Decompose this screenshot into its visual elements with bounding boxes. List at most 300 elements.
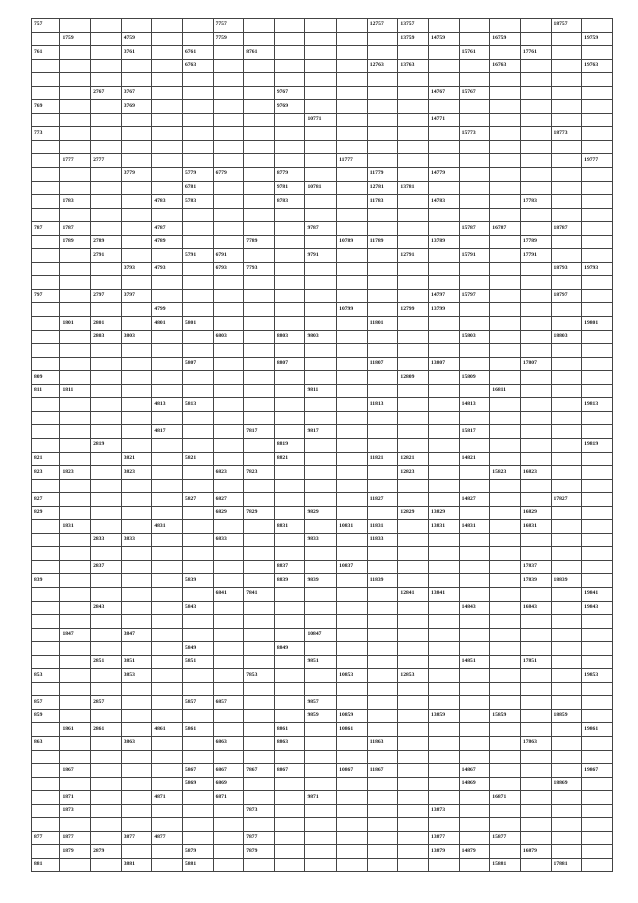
table-cell <box>367 276 398 290</box>
table-cell <box>367 709 398 723</box>
table-cell <box>429 73 460 87</box>
table-row <box>32 398 613 412</box>
table-cell <box>182 19 213 33</box>
table-cell <box>398 791 429 805</box>
table-cell: 8821 <box>274 452 305 466</box>
table-cell <box>459 791 490 805</box>
table-cell <box>32 615 60 629</box>
table-cell <box>520 669 551 683</box>
table-cell <box>582 858 613 872</box>
table-cell <box>152 127 183 141</box>
table-cell <box>152 86 183 100</box>
table-cell <box>182 520 213 534</box>
table-cell <box>244 59 275 73</box>
table-cell: 4787 <box>152 222 183 236</box>
table-cell: 5849 <box>182 642 213 656</box>
table-cell <box>337 425 368 439</box>
table-cell: 14759 <box>429 32 460 46</box>
table-cell <box>244 452 275 466</box>
table-cell <box>490 100 521 114</box>
table-cell <box>551 601 582 615</box>
table-cell <box>429 547 460 561</box>
table-cell <box>60 73 91 87</box>
table-row <box>32 357 613 371</box>
table-cell <box>244 655 275 669</box>
table-cell: 8839 <box>274 574 305 588</box>
table-cell: 9811 <box>305 384 337 398</box>
table-cell <box>244 723 275 737</box>
table-cell: 9833 <box>305 533 337 547</box>
table-cell <box>582 750 613 764</box>
table-cell: 3797 <box>121 289 152 303</box>
table-cell: 17881 <box>551 858 582 872</box>
table-cell <box>182 289 213 303</box>
table-cell <box>582 642 613 656</box>
table-cell <box>60 560 91 574</box>
table-cell <box>244 601 275 615</box>
table-cell <box>337 262 368 276</box>
table-cell <box>490 86 521 100</box>
table-cell: 1787 <box>60 222 91 236</box>
table-cell: 6791 <box>213 249 244 263</box>
table-cell <box>490 235 521 249</box>
table-cell: 17851 <box>520 655 551 669</box>
table-cell <box>398 317 429 331</box>
table-cell <box>121 154 152 168</box>
table-cell <box>91 59 122 73</box>
table-cell: 4813 <box>152 398 183 412</box>
table-cell <box>367 249 398 263</box>
table-cell <box>520 19 551 33</box>
table-cell <box>213 520 244 534</box>
table-cell <box>429 411 460 425</box>
table-cell <box>182 736 213 750</box>
table-cell <box>367 154 398 168</box>
table-cell <box>60 86 91 100</box>
table-cell <box>60 208 91 222</box>
table-cell <box>244 493 275 507</box>
table-cell: 12809 <box>398 371 429 385</box>
table-cell: 853 <box>32 669 60 683</box>
table-cell: 19793 <box>582 262 613 276</box>
table-cell <box>490 249 521 263</box>
table-cell <box>121 520 152 534</box>
table-cell <box>520 384 551 398</box>
table-cell <box>213 140 244 154</box>
table-cell: 12853 <box>398 669 429 683</box>
table-cell <box>182 438 213 452</box>
table-cell <box>91 709 122 723</box>
table-cell <box>459 357 490 371</box>
table-cell <box>337 601 368 615</box>
table-cell: 3823 <box>121 466 152 480</box>
table-row <box>32 249 613 263</box>
table-cell: 13873 <box>429 804 460 818</box>
table-cell <box>213 371 244 385</box>
table-cell: 15797 <box>459 289 490 303</box>
table-cell <box>60 289 91 303</box>
table-cell <box>551 818 582 832</box>
table-cell <box>337 411 368 425</box>
table-cell <box>429 682 460 696</box>
table-cell <box>152 709 183 723</box>
table-cell: 15791 <box>459 249 490 263</box>
table-cell <box>582 425 613 439</box>
table-cell: 2861 <box>91 723 122 737</box>
table-cell <box>490 289 521 303</box>
table-cell: 1759 <box>60 32 91 46</box>
table-cell <box>337 127 368 141</box>
table-cell <box>367 642 398 656</box>
table-cell <box>582 560 613 574</box>
table-cell: 15767 <box>459 86 490 100</box>
table-cell <box>398 262 429 276</box>
table-cell <box>551 655 582 669</box>
table-cell <box>121 642 152 656</box>
table-cell <box>429 344 460 358</box>
table-cell <box>490 764 521 778</box>
table-cell: 8761 <box>244 46 275 60</box>
table-cell <box>91 357 122 371</box>
table-cell <box>398 113 429 127</box>
table-cell: 857 <box>32 696 60 710</box>
table-cell <box>32 276 60 290</box>
table-cell <box>582 845 613 859</box>
table-cell: 12821 <box>398 452 429 466</box>
table-cell: 10799 <box>337 303 368 317</box>
table-cell <box>459 682 490 696</box>
table-cell <box>244 736 275 750</box>
table-cell <box>459 344 490 358</box>
table-cell <box>91 113 122 127</box>
table-cell <box>490 587 521 601</box>
table-cell <box>398 86 429 100</box>
table-cell: 13763 <box>398 59 429 73</box>
table-cell <box>337 574 368 588</box>
table-cell <box>60 127 91 141</box>
table-cell <box>91 506 122 520</box>
table-cell <box>244 86 275 100</box>
table-cell <box>305 547 337 561</box>
table-cell <box>32 317 60 331</box>
table-cell <box>490 723 521 737</box>
table-cell <box>337 19 368 33</box>
table-cell <box>551 642 582 656</box>
table-cell: 18787 <box>551 222 582 236</box>
table-cell <box>367 466 398 480</box>
table-cell: 5857 <box>182 696 213 710</box>
table-cell: 10789 <box>337 235 368 249</box>
table-cell <box>244 357 275 371</box>
table-cell <box>274 276 305 290</box>
table-cell <box>429 222 460 236</box>
table-cell <box>337 438 368 452</box>
table-cell <box>182 344 213 358</box>
table-cell <box>398 168 429 182</box>
table-cell <box>551 831 582 845</box>
table-cell: 14767 <box>429 86 460 100</box>
table-cell <box>274 140 305 154</box>
table-cell <box>60 736 91 750</box>
table-cell <box>551 736 582 750</box>
table-cell <box>551 371 582 385</box>
table-cell <box>429 723 460 737</box>
table-cell: 3853 <box>121 669 152 683</box>
table-cell <box>551 615 582 629</box>
table-cell: 9769 <box>274 100 305 114</box>
table-cell <box>582 276 613 290</box>
table-cell: 12829 <box>398 506 429 520</box>
table-cell <box>490 73 521 87</box>
table-cell <box>32 777 60 791</box>
table-cell <box>459 100 490 114</box>
table-cell <box>490 574 521 588</box>
table-cell <box>520 547 551 561</box>
table-cell <box>121 303 152 317</box>
table-cell <box>60 113 91 127</box>
table-cell: 3863 <box>121 736 152 750</box>
table-cell <box>429 669 460 683</box>
table-cell <box>305 466 337 480</box>
table-cell <box>244 181 275 195</box>
table-cell <box>244 19 275 33</box>
table-row <box>32 330 613 344</box>
table-cell <box>213 655 244 669</box>
table-cell <box>429 127 460 141</box>
table-cell <box>91 547 122 561</box>
table-row <box>32 371 613 385</box>
table-cell <box>490 357 521 371</box>
table-cell <box>429 425 460 439</box>
table-cell <box>91 303 122 317</box>
table-cell <box>213 628 244 642</box>
table-cell: 10847 <box>305 628 337 642</box>
table-cell <box>367 46 398 60</box>
table-cell <box>337 533 368 547</box>
table-cell <box>244 330 275 344</box>
table-cell <box>182 235 213 249</box>
table-cell <box>398 628 429 642</box>
table-cell <box>152 289 183 303</box>
table-cell <box>60 452 91 466</box>
table-cell: 11831 <box>367 520 398 534</box>
table-cell: 19841 <box>582 587 613 601</box>
table-cell <box>459 669 490 683</box>
table-cell <box>121 127 152 141</box>
table-cell <box>121 696 152 710</box>
table-cell <box>152 479 183 493</box>
table-cell <box>152 574 183 588</box>
table-cell: 14851 <box>459 655 490 669</box>
table-cell <box>367 858 398 872</box>
table-cell <box>367 818 398 832</box>
table-cell <box>121 222 152 236</box>
table-cell <box>337 858 368 872</box>
table-cell <box>121 113 152 127</box>
table-cell <box>244 628 275 642</box>
table-cell <box>582 289 613 303</box>
table-cell <box>182 154 213 168</box>
table-cell: 15787 <box>459 222 490 236</box>
table-cell <box>582 479 613 493</box>
table-cell: 5839 <box>182 574 213 588</box>
table-cell <box>305 168 337 182</box>
table-cell: 2843 <box>91 601 122 615</box>
table-cell <box>121 791 152 805</box>
table-cell <box>213 303 244 317</box>
table-cell <box>398 520 429 534</box>
table-cell <box>213 560 244 574</box>
table-cell <box>582 357 613 371</box>
table-cell <box>91 628 122 642</box>
table-cell <box>121 601 152 615</box>
table-cell <box>398 777 429 791</box>
table-cell: 4831 <box>152 520 183 534</box>
table-cell <box>582 520 613 534</box>
table-cell <box>398 533 429 547</box>
table-cell <box>520 425 551 439</box>
table-cell <box>213 547 244 561</box>
table-cell <box>60 168 91 182</box>
table-row <box>32 804 613 818</box>
table-cell: 13841 <box>429 587 460 601</box>
table-cell <box>367 791 398 805</box>
table-cell: 5801 <box>182 317 213 331</box>
table-cell: 829 <box>32 506 60 520</box>
table-cell: 12799 <box>398 303 429 317</box>
table-cell <box>337 655 368 669</box>
table-cell <box>305 195 337 209</box>
table-cell <box>459 736 490 750</box>
table-cell <box>182 547 213 561</box>
table-cell <box>429 601 460 615</box>
table-cell <box>244 208 275 222</box>
table-cell <box>551 533 582 547</box>
table-cell <box>60 750 91 764</box>
table-cell: 1847 <box>60 628 91 642</box>
table-cell <box>274 601 305 615</box>
table-cell: 18793 <box>551 262 582 276</box>
table-cell: 1823 <box>60 466 91 480</box>
table-cell <box>367 330 398 344</box>
table-row <box>32 32 613 46</box>
table-cell <box>60 425 91 439</box>
table-cell <box>152 46 183 60</box>
table-cell: 1783 <box>60 195 91 209</box>
table-cell: 3793 <box>121 262 152 276</box>
table-cell: 9803 <box>305 330 337 344</box>
table-row <box>32 168 613 182</box>
table-cell <box>244 384 275 398</box>
table-cell <box>490 344 521 358</box>
table-cell: 5827 <box>182 493 213 507</box>
table-cell <box>398 655 429 669</box>
table-cell <box>274 398 305 412</box>
table-cell <box>459 506 490 520</box>
table-cell: 6833 <box>213 533 244 547</box>
table-cell <box>213 750 244 764</box>
table-cell <box>182 127 213 141</box>
table-cell <box>91 168 122 182</box>
table-cell <box>459 547 490 561</box>
table-cell: 2791 <box>91 249 122 263</box>
table-cell <box>182 303 213 317</box>
table-cell <box>551 73 582 87</box>
table-cell <box>459 642 490 656</box>
table-cell <box>91 140 122 154</box>
table-cell <box>490 262 521 276</box>
table-cell <box>182 669 213 683</box>
table-cell <box>459 19 490 33</box>
table-cell <box>551 113 582 127</box>
table-cell: 8837 <box>274 560 305 574</box>
table-cell <box>520 452 551 466</box>
table-cell: 5783 <box>182 195 213 209</box>
table-cell <box>305 154 337 168</box>
table-cell <box>274 831 305 845</box>
table-cell <box>459 411 490 425</box>
table-cell <box>213 642 244 656</box>
table-cell <box>367 100 398 114</box>
table-cell: 18803 <box>551 330 582 344</box>
table-cell <box>305 208 337 222</box>
table-cell <box>32 655 60 669</box>
table-cell: 16759 <box>490 32 521 46</box>
table-cell <box>398 615 429 629</box>
table-cell <box>121 344 152 358</box>
table-cell <box>213 357 244 371</box>
table-cell <box>305 46 337 60</box>
table-cell <box>429 371 460 385</box>
table-cell <box>367 127 398 141</box>
table-cell: 6779 <box>213 168 244 182</box>
table-cell <box>32 804 60 818</box>
table-cell <box>305 289 337 303</box>
table-cell <box>91 425 122 439</box>
table-cell: 10867 <box>337 764 368 778</box>
table-cell: 19759 <box>582 32 613 46</box>
table-cell: 16823 <box>520 466 551 480</box>
table-cell <box>182 709 213 723</box>
table-cell <box>213 59 244 73</box>
table-cell <box>121 547 152 561</box>
table-cell: 9839 <box>305 574 337 588</box>
table-cell <box>121 438 152 452</box>
table-row <box>32 831 613 845</box>
table-cell: 4759 <box>121 32 152 46</box>
table-cell <box>398 140 429 154</box>
table-cell: 6761 <box>182 46 213 60</box>
table-cell <box>582 547 613 561</box>
table-cell <box>60 858 91 872</box>
table-cell <box>398 804 429 818</box>
table-cell <box>429 317 460 331</box>
table-cell <box>367 723 398 737</box>
table-cell: 7817 <box>244 425 275 439</box>
table-cell <box>490 303 521 317</box>
table-cell <box>305 262 337 276</box>
table-cell <box>152 113 183 127</box>
table-cell <box>305 682 337 696</box>
table-cell <box>274 858 305 872</box>
table-cell: 5807 <box>182 357 213 371</box>
table-cell <box>60 181 91 195</box>
table-cell <box>274 466 305 480</box>
table-cell <box>274 615 305 629</box>
table-cell: 2879 <box>91 845 122 859</box>
table-cell <box>582 615 613 629</box>
table-cell <box>551 425 582 439</box>
